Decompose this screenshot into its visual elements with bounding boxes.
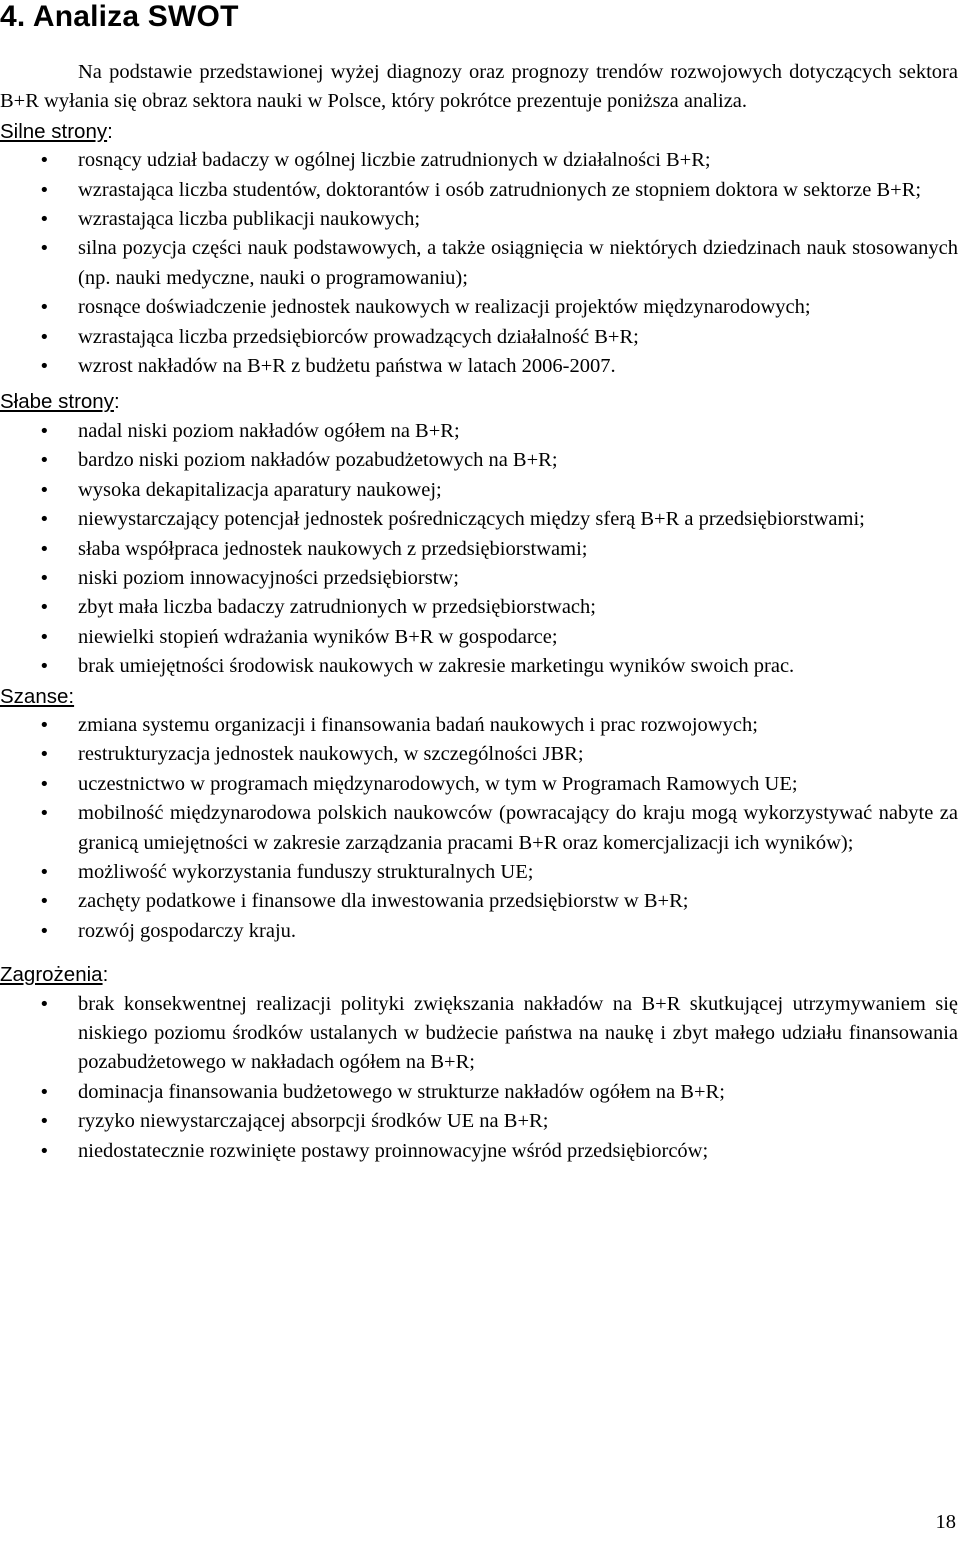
bullet-icon: • bbox=[39, 1140, 50, 1162]
bullet-icon: • bbox=[39, 597, 50, 619]
bullet-icon: • bbox=[39, 209, 50, 231]
bullet-icon: • bbox=[39, 538, 50, 560]
section-heading: Słabe strony: bbox=[0, 390, 120, 414]
list-item: • niski poziom innowacyjności przedsiębiorstw; bbox=[0, 564, 958, 593]
bullet-icon: • bbox=[39, 1111, 50, 1133]
list-item: • zmiana systemu organizacji i finansowania badań naukowych i prac rozwojowych; bbox=[0, 711, 958, 740]
list-item: • wzrastająca liczba przedsiębiorców prowadzących działalność B+R; bbox=[0, 323, 958, 352]
list-item: • wzrost nakładów na B+R z budżetu państwa w latach 2006-2007. bbox=[0, 352, 958, 381]
bullet-icon: • bbox=[39, 450, 50, 472]
list-item: • mobilność międzynarodowa polskich naukowców (powracający do kraju mogą wykorzystywać nabyte za granicą umiejętności w zakresie zarządzania pracami B+R oraz komercjalizacji ich wyników); bbox=[0, 799, 958, 858]
bullet-icon: • bbox=[39, 656, 50, 678]
list-item: • wzrastająca liczba studentów, doktorantów i osób zatrudnionych ze stopniem doktora w sektorze B+R; bbox=[0, 176, 958, 205]
list-item: • bardzo niski poziom nakładów pozabudżetowych na B+R; bbox=[0, 446, 958, 475]
section-heading: Silne strony: bbox=[0, 119, 113, 143]
list-item: • silna pozycja części nauk podstawowych, a także osiągnięcia w niektórych dziedzinach nauk stosowanych (np. nauki medyczne, nauki o programowaniu); bbox=[0, 234, 958, 293]
list-item: • niedostatecznie rozwinięte postawy proinnowacyjne wśród przedsiębiorców; bbox=[0, 1137, 958, 1166]
section-weaknesses bbox=[0, 387, 958, 681]
section-strengths bbox=[0, 117, 958, 382]
bullet-icon: • bbox=[39, 861, 50, 883]
page-title: 4. Analiza SWOT bbox=[0, 0, 239, 33]
threats-list bbox=[0, 990, 958, 1166]
bullet-icon: • bbox=[39, 420, 50, 442]
bullet-icon: • bbox=[39, 567, 50, 589]
strengths-list bbox=[0, 146, 958, 381]
list-item: • ryzyko niewystarczającej absorpcji środków UE na B+R; bbox=[0, 1107, 958, 1136]
bullet-icon: • bbox=[39, 773, 50, 795]
list-item: • zbyt mała liczba badaczy zatrudnionych w przedsiębiorstwach; bbox=[0, 593, 958, 622]
list-item: • uczestnictwo w programach międzynarodowych, w tym w Programach Ramowych UE; bbox=[0, 770, 958, 799]
section-heading: Szanse: bbox=[0, 684, 75, 708]
list-item: • możliwość wykorzystania funduszy strukturalnych UE; bbox=[0, 858, 958, 887]
bullet-icon: • bbox=[39, 803, 50, 825]
list-item: • słaba współpraca jednostek naukowych z przedsiębiorstwami; bbox=[0, 535, 958, 564]
bullet-icon: • bbox=[39, 479, 50, 501]
bullet-icon: • bbox=[39, 297, 50, 319]
bullet-icon: • bbox=[39, 891, 50, 913]
bullet-icon: • bbox=[39, 1081, 50, 1103]
bullet-icon: • bbox=[39, 326, 50, 348]
bullet-icon: • bbox=[39, 179, 50, 201]
bullet-icon: • bbox=[39, 920, 50, 942]
section-opportunities bbox=[0, 682, 958, 947]
bullet-icon: • bbox=[39, 509, 50, 531]
intro-paragraph: Na podstawie przedstawionej wyżej diagnozy oraz prognozy trendów rozwojowych dotyczących sektora B+R wyłania się obraz sektora nauki w Polsce, który pokrótce prezentuje poniższa analiza. bbox=[0, 61, 958, 113]
bullet-icon: • bbox=[39, 714, 50, 736]
list-item: • wysoka dekapitalizacja aparatury naukowej; bbox=[0, 476, 958, 505]
section-threats bbox=[0, 960, 958, 1166]
bullet-icon: • bbox=[39, 626, 50, 648]
list-item: • restrukturyzacja jednostek naukowych, w szczególności JBR; bbox=[0, 740, 958, 769]
list-item: • brak umiejętności środowisk naukowych w zakresie marketingu wyników swoich prac. bbox=[0, 652, 958, 681]
list-item: • rosnący udział badaczy w ogólnej liczbie zatrudnionych w działalności B+R; bbox=[0, 146, 958, 175]
list-item: • rosnące doświadczenie jednostek naukowych w realizacji projektów międzynarodowych; bbox=[0, 293, 958, 322]
bullet-icon: • bbox=[39, 993, 50, 1015]
list-item: • brak konsekwentnej realizacji polityki zwiększania nakładów na B+R skutkującej utrzymywaniem się niskiego poziomu środków ustalanych w budżecie państwa na naukę i zbyt małego udziału finansowania pozabudżetowego w nakładach ogółem na B+R; bbox=[0, 990, 958, 1078]
bullet-icon: • bbox=[39, 238, 50, 260]
list-item: • nadal niski poziom nakładów ogółem na B+R; bbox=[0, 417, 958, 446]
document-body bbox=[0, 58, 958, 1166]
opportunities-list bbox=[0, 711, 958, 946]
list-item: • wzrastająca liczba publikacji naukowych; bbox=[0, 205, 958, 234]
list-item: • zachęty podatkowe i finansowe dla inwestowania przedsiębiorstw w B+R; bbox=[0, 887, 958, 916]
list-item: • niewystarczający potencjał jednostek pośredniczących między sferą B+R a przedsiębiorstwami; bbox=[0, 505, 958, 534]
weaknesses-list bbox=[0, 417, 958, 682]
bullet-icon: • bbox=[39, 356, 50, 378]
list-item: • niewielki stopień wdrażania wyników B+R w gospodarce; bbox=[0, 623, 958, 652]
bullet-icon: • bbox=[39, 150, 50, 172]
page-number: 18 bbox=[935, 1511, 956, 1533]
bullet-icon: • bbox=[39, 744, 50, 766]
section-heading: Zagrożenia: bbox=[0, 963, 109, 987]
list-item: • dominacja finansowania budżetowego w strukturze nakładów ogółem na B+R; bbox=[0, 1078, 958, 1107]
list-item: • rozwój gospodarczy kraju. bbox=[0, 917, 958, 946]
